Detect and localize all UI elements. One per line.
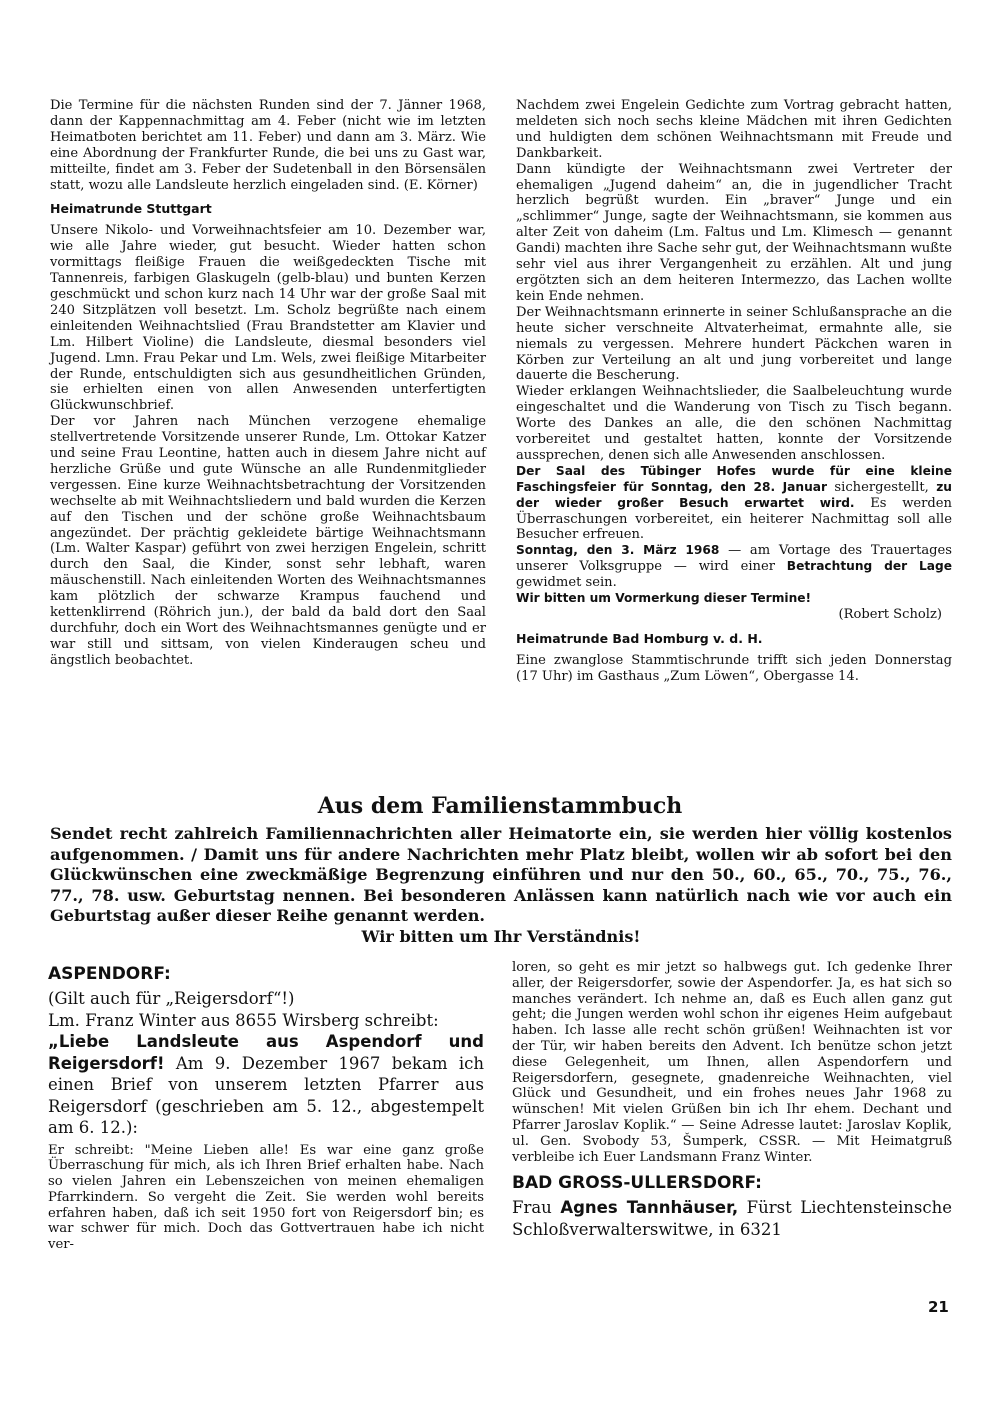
paragraph: Dann kündigte der Weihnachtsmann zwei Vertreter der ehemaligen „Jugend daheim“ an, die in jugendlicher Tracht herzlich begrüßt wurden. Ein „braver“ Junge und ein „schlimmer“ Junge, sagte der Weihnachtsmann, sie kommen aus alter Zeit von daheim (Lm. Faltus und Lm. Klimesch — genannt Gandi) machten ihre Sache sehr gut, der Weihnachtsmann wußte sehr viel aus ihrer Vergangenheit zu erzählen. Alt und jung ergötzten sich an dem heiteren Intermezzo, das Lachen wollte kein Ende nehmen. — [516, 161, 952, 304]
letter-continuation: loren, so geht es mir jetzt so halbwegs gut. Ich gedenke Ihrer aller, der Reigersdorfer, sowie der Aspendorfer. Ja, es hat sich so manches verändert. Ich nehme an, daß es Euch allen ganz gut geht; die Jungen werden wohl schon ihr eigenes Heim aufgebaut haben. Ich lasse alle recht schön grüßen! Weihnachten ist vor der Tür, wir haben bereits den Advent. Ich benütze schon jetzt diese Gelegenheit, um Ihnen, allen Aspendorfern und Reigersdorfern, gesegnete, gnadenreiche Weihnachten, viel Glück und Gesundheit, und ein frohes neues Jahr 1968 zu wünschen! Mit vielen Grüßen bin ich Ihr ehem. Dechant und Pfarrer Jaroslav Koplik.“ — Seine Adresse lautet: Jaroslav Koplik, ul. Gen. Svobody 53, Šumperk, CSSR. — Mit Heimatgruß verbleibe ich Euer Landsmann Franz Winter. — [512, 960, 952, 1165]
notice-text: Sendet recht zahlreich Familiennachrichten aller Heimatorte ein, sie werden hier völlig kostenlos aufgenommen. / Damit uns für andere Nachrichten mehr Platz bleibt, wollen wir ab sofort bei den Glückwünschen eine zweckmäßige Begrenzung einführen und nur den 50., 60., 65., 70., 75., 76., 77., 78. usw. Geburtstag nennen. Bei besonderen Anlässen kann natürlich nach wie vor auch ein Geburtstag außer dieser Reihe genannt werden. — [50, 824, 952, 925]
place-heading: ASPENDORF: — [48, 964, 171, 984]
bottom-columns — [48, 960, 952, 1253]
greeting — [48, 1031, 484, 1139]
section-heading: Heimatrunde Bad Homburg v. d. H. — [516, 630, 763, 646]
paragraph: Der Weihnachtsmann erinnerte in seiner Schlußansprache an die heute sicher verschneite Altvaterheimat, ermahnte alle, sie niemals zu vergessen. Mehrere hundert Päckchen waren in Körben zur Verteilung an alt und jung vorbereitet und lange dauerte die Bescherung. — [516, 304, 952, 384]
announcement-text: Es werden Überraschungen vorbereitet, ein heiterer Nachmittag soll alle Besucher erfreuen. — [516, 495, 952, 543]
announcement-text: gewidmet sein. — [516, 575, 617, 591]
top-left-column — [50, 98, 486, 685]
reminder: Wir bitten um Vormerkung dieser Termine! — [516, 591, 812, 606]
announcement-text: sichergestellt, — [826, 479, 937, 495]
notice-end: Wir bitten um Ihr Verständnis! — [361, 926, 641, 946]
entry-name: Agnes Tannhäuser, — [560, 1198, 739, 1218]
entry — [512, 1197, 952, 1240]
top-right-column — [516, 98, 952, 685]
bottom-right-column — [512, 960, 952, 1253]
paragraph: Eine zwanglose Stammtischrunde trifft sich jeden Donnerstag (17 Uhr) im Gasthaus „Zum Löwen“, Obergasse 14. — [516, 652, 952, 684]
greeting-bold: „Liebe Landsleute aus Aspendorf und Reigersdorf! — [48, 1032, 484, 1073]
greeting-text: Am 9. Dezember 1967 bekam ich einen Brief von unserem letzten Pfarrer aus Reigersdorf (geschrieben am 5. 12., abgestempelt am 6. 12.): — [48, 1053, 484, 1137]
paragraph: Die Termine für die nächsten Runden sind der 7. Jänner 1968, dann der Kappennachmittag am 4. Feber (nicht wie im letzten Heimatboten berichtet am 11. Feber) und dann am 3. März. Wie eine Abordnung der Frankfurter Runde, die bei uns zu Gast war, mitteilte, findet am 3. Feber der Sudetenball in den Börsensälen statt, wozu alle Landsleute herzlich eingeladen sind. (E. Körner) — [50, 98, 486, 193]
entry-text: Frau — [512, 1198, 561, 1218]
place-heading: BAD GROSS-ULLERSDORF: — [512, 1173, 762, 1194]
announcement — [516, 464, 952, 544]
letter-text: Er schreibt: "Meine Lieben alle! Es war eine ganz große Überraschung für mich, als ich Ihren Brief erhalten habe. Nach so vielen Jahren ein Lebenszeichen von meinen ehemaligen Pfarrkindern. So vergeht die Zeit. Sie werden wohl bereits erfahren haben, daß ich seit 1950 fort von Reigersdorf bin; es war schwer für mich. Doch das Gottvertrauen habe ich nicht ver- — [48, 1142, 484, 1253]
announcement-text: — am Vortage des Trauertages unserer Volksgruppe — wird einer — [516, 543, 952, 575]
section-notice — [50, 824, 952, 947]
bottom-left-column — [48, 960, 484, 1253]
page-number: 21 — [928, 1298, 949, 1316]
section-heading: Heimatrunde Stuttgart — [50, 201, 212, 217]
signature: (Robert Scholz) — [838, 607, 942, 622]
top-columns — [50, 98, 952, 685]
writer: Lm. Franz Winter aus 8655 Wirsberg schreibt: — [48, 1010, 439, 1030]
paragraph: Unsere Nikolo- und Vorweihnachtsfeier am 10. Dezember war, wie alle Jahre wieder, gut besucht. Wieder hatten schon vormittags fleißige Frauen die weißgedeckten Tische mit Tannenreis, farbigen Glaskugeln (gelb-blau) und bunten Kerzen geschmückt und schon kurz nach 14 Uhr war der große Saal mit 240 Sitzplätzen voll besetzt. Lm. Scholz begrüßte nach einem einleitenden Weihnachtslied (Frau Brandstetter am Klavier und Lm. Hilbert Violine) die Landsleute, diesmal besonders viel Jugend. Lmn. Frau Pekar und Lm. Wels, zwei fleißige Mitarbeiter der Runde, entschuldigten sich aus gesundheitlichen Gründen, sie erhielten einen von allen Anwesenden unterfertigten Glückwunschbrief. — [50, 223, 486, 414]
entry-text: Fürst Liechtensteinsche Schloßverwalterswitwe, in 6321 — [512, 1198, 953, 1239]
paragraph: Wieder erklangen Weihnachtslieder, die Saalbeleuchtung wurde eingeschaltet und die Wanderung von Tisch zu Tisch begann. Worte des Dankes an alle, die den schönen Nachmittag vorbereitet und gestaltet hatten, konnte der Vorsitzende aussprechen, denen sich alle Anwesenden anschlossen. — [516, 384, 952, 463]
announcement-bold: Sonntag, den 3. März 1968 — [516, 543, 720, 558]
paragraph: Nachdem zwei Engelein Gedichte zum Vortrag gebracht hatten, meldeten sich noch sechs kleine Mädchen mit ihren Gedichten und huldigten dem schönen Weihnachtsmann mit Freude und Dankbarkeit. — [516, 98, 952, 161]
paragraph: Der vor Jahren nach München verzogene ehemalige stellvertretende Vorsitzende unserer Runde, Lm. Ottokar Katzer und seine Frau Leontine, hatten auch in diesem Jahre nicht auf herzliche Grüße und gute Wünsche an alle Rundenmitglieder vergessen. Eine kurze Weihnachtsbetrachtung der Vorsitzenden wechselte ab mit Weihnachtsliedern und bald wurden die Kerzen auf den Tischen und der schöne große Weihnachtsbaum angezündet. Der prächtig gekleidete bärtige Weihnachtsmann (Lm. Walter Kaspar) geführt von zwei herzigen Engelein, schritt durch den Saal, die Kinder, sonst sehr lebhaft, waren mäuschenstill. Nach einleitenden Worten des Weihnachtsmannes kam plötzlich der schwarze Krampus fauchend und kettenklirrend (Röhrich jun.), der bald da bald dort den Saal durchfuhr, doch ein Wort des Weihnachtsmannes genügte und er war still und sittsam, von vielen Kinderaugen scheu und ängstlich beobachtet. — [50, 414, 486, 668]
announcement-bold: Der Saal des Tübinger Hofes wurde für eine kleine Faschingsfeier für Sonntag, den 28. Januar — [516, 463, 952, 494]
announcement — [516, 543, 952, 591]
section-title: Aus dem Familienstammbuch — [317, 793, 683, 819]
announcement-bold: zu der wieder großer Besuch erwartet wird. — [516, 479, 952, 510]
note: (Gilt auch für „Reigersdorf“!) — [48, 989, 295, 1008]
announcement-bold: Betrachtung der Lage — [786, 559, 953, 574]
